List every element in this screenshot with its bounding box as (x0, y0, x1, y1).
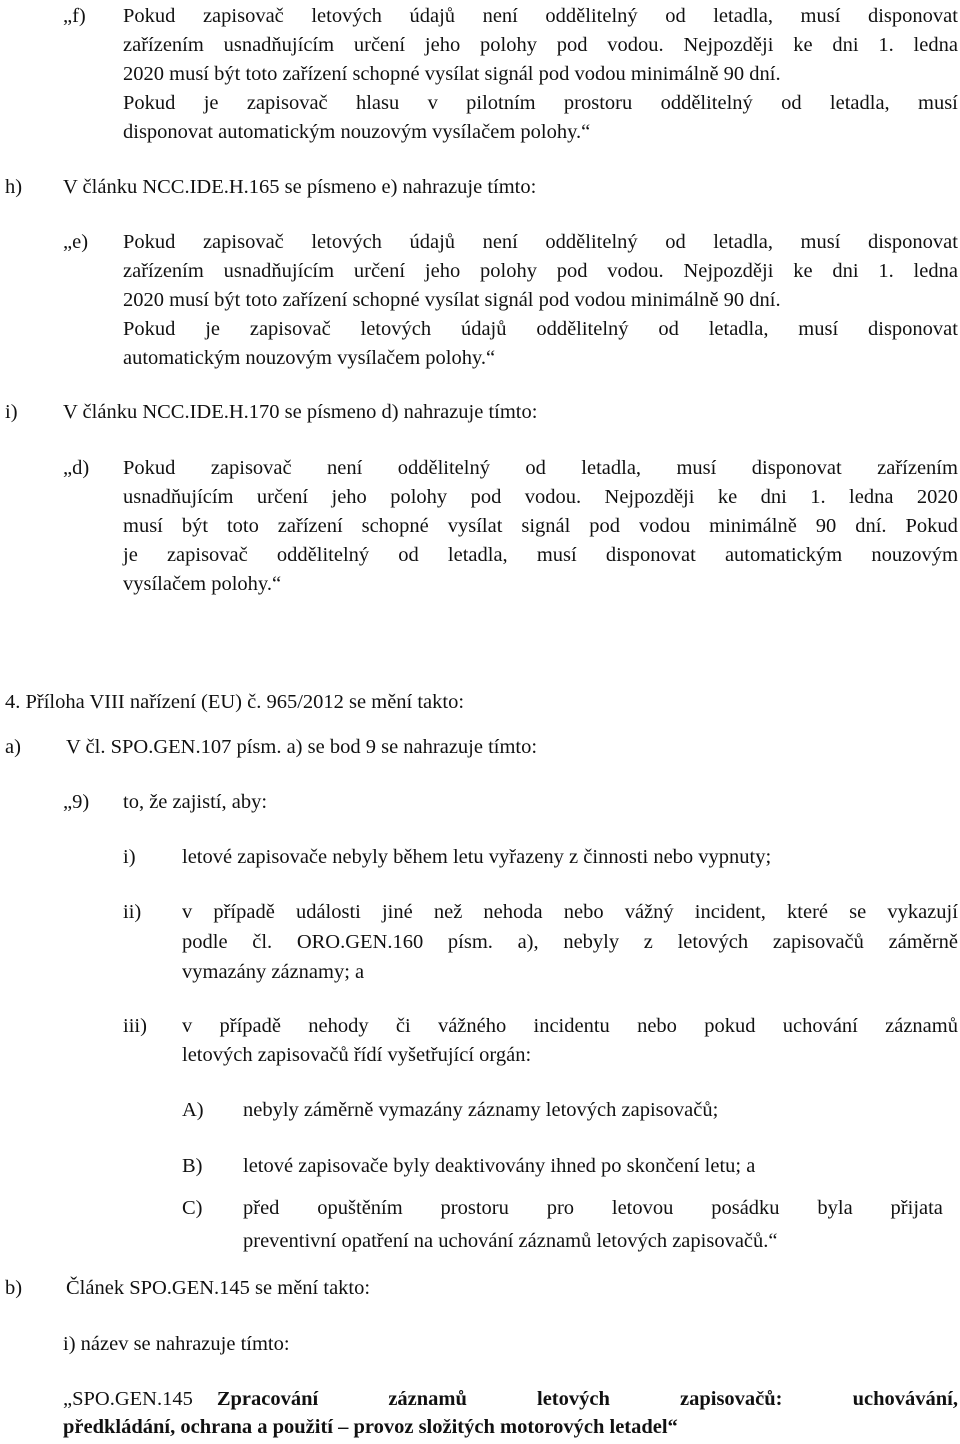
word: pod (589, 515, 620, 537)
word: pro (546, 1197, 575, 1219)
word: a), (517, 931, 539, 953)
word: 1. (810, 486, 826, 508)
block-e-line-2 (123, 257, 958, 285)
word: Nejpozději (604, 486, 695, 508)
word: schopné (361, 515, 429, 537)
word: je (123, 544, 138, 566)
item-a-text: V čl. SPO.GEN.107 písm. a) se bod 9 se nahrazuje tímto: (66, 736, 538, 758)
word: Pokud (123, 457, 176, 479)
word: údajů (409, 231, 456, 253)
word: letových (311, 231, 382, 253)
word: Pokud (123, 231, 176, 253)
word: oddělitelný (545, 231, 638, 253)
word: oddělitelný (397, 457, 490, 479)
word: incident, (694, 901, 766, 923)
word: případě (219, 1015, 281, 1037)
word: z (643, 931, 653, 953)
sub-C-line-2: preventivní opatření na uchování záznamů letových zapisovačů.“ (243, 1230, 778, 1252)
sub-iii-line-2: letových zapisovačů řídí vyšetřující orgán: (182, 1044, 532, 1066)
block-e-line-4 (123, 315, 958, 343)
word: nehody (308, 1015, 369, 1037)
word: dni (832, 34, 859, 56)
block-f-label: „f) (63, 5, 86, 27)
word: polohy (390, 486, 448, 508)
sub-i-label: i) (123, 846, 136, 868)
word: určení (353, 260, 406, 282)
word: 90 (815, 515, 837, 537)
word: automatickým (724, 544, 843, 566)
word: či (395, 1015, 411, 1037)
word: dni (760, 486, 787, 508)
word: zapisovač (166, 544, 248, 566)
word: hlasu (355, 92, 400, 114)
word: Zpracování (216, 1388, 319, 1410)
block-e-line-5: automatickým nouzovým vysílačem polohy.“ (123, 347, 496, 369)
word: incidentu (533, 1015, 610, 1037)
word: jeho (424, 260, 461, 282)
new-title-line-2: předkládání, ochrana a použití – provoz složitých motorových letadel“ (63, 1416, 678, 1438)
word: letadla, (829, 92, 890, 114)
sub-C-label: C) (182, 1197, 203, 1219)
word: byla (817, 1197, 853, 1219)
item-h-text: V článku NCC.IDE.H.165 se písmeno e) nahrazuje tímto: (63, 176, 537, 198)
word: ledna (913, 260, 958, 282)
item-a-label: a) (5, 736, 21, 758)
word: záměrně (888, 931, 958, 953)
sub-A-label: A) (182, 1099, 204, 1121)
word: letadla, (581, 457, 642, 479)
word: není (327, 457, 363, 479)
word: v (182, 1015, 193, 1037)
word: vodou. (524, 486, 582, 508)
word: vážný (624, 901, 674, 923)
word: Pokud (123, 92, 176, 114)
sub-ii-line-2 (182, 928, 958, 956)
word: disponovat (868, 318, 958, 340)
block-e-line-3: 2020 musí být toto zařízení schopné vysílat signál pod vodou minimálně 90 dní. (123, 289, 781, 311)
word: nehoda (483, 901, 543, 923)
word: vysílat (447, 515, 503, 537)
new-title-prefix: „SPO.GEN.145 (63, 1388, 193, 1410)
word: vodou. (607, 34, 664, 56)
block-f-line-4 (123, 89, 958, 117)
item-b-text: Článek SPO.GEN.145 se mění takto: (66, 1277, 371, 1299)
word: musí (798, 318, 839, 340)
word: ledna (849, 486, 894, 508)
block-f-line-1 (123, 2, 958, 30)
word: uchování (782, 1015, 858, 1037)
word: toto (226, 515, 259, 537)
word: 1. (878, 34, 894, 56)
block-f-line-3: 2020 musí být toto zařízení schopné vysílat signál pod vodou minimálně 90 dní. (123, 63, 781, 85)
word: v (427, 92, 438, 114)
word: pilotním (466, 92, 536, 114)
word: uchovávání, (852, 1388, 958, 1410)
word: usnadňujícím (223, 260, 335, 282)
point-9-text: to, že zajistí, aby: (123, 791, 268, 813)
word: zapisovač (246, 92, 328, 114)
word: jeho (331, 486, 367, 508)
block-d-line-5: vysílačem polohy.“ (123, 573, 282, 595)
word: musí (918, 92, 958, 114)
block-e-label: „e) (63, 231, 89, 253)
word: minimálně (709, 515, 797, 537)
word: 2020 (916, 486, 958, 508)
word: musí (123, 515, 163, 537)
word: letovou (611, 1197, 674, 1219)
word: ke (793, 260, 813, 282)
word: jiné (381, 901, 413, 923)
word: není (482, 231, 518, 253)
word: údajů (460, 318, 507, 340)
word: disponovat (751, 457, 842, 479)
word: přijata (890, 1197, 943, 1219)
sub-B-text: letové zapisovače byly deaktivovány ihned po skončení letu; a (243, 1155, 756, 1177)
word: disponovat (867, 231, 958, 253)
sub-A-text: nebyly záměrně vymazány záznamy letových zapisovačů; (243, 1099, 719, 1121)
block-f-line-5: disponovat automatickým nouzovým vysílačem polohy.“ (123, 121, 591, 143)
point-9-label: „9) (63, 791, 90, 813)
word: nebo (637, 1015, 677, 1037)
word: zařízením (123, 34, 204, 56)
word: zapisovač (249, 318, 331, 340)
word: případě (213, 901, 275, 923)
word: Pokud (905, 515, 958, 537)
word: letových (537, 1388, 610, 1410)
item-h-label: h) (5, 176, 23, 198)
word: od (665, 231, 686, 253)
word: letových (360, 318, 432, 340)
word: údajů (409, 5, 456, 27)
block-d-line-4 (123, 541, 958, 569)
word: nebyly (563, 931, 620, 953)
word: ledna (913, 34, 958, 56)
word: nebo (563, 901, 604, 923)
word: letadla, (713, 231, 773, 253)
word: se (849, 901, 867, 923)
word: zapisovačů (772, 931, 864, 953)
word: oddělitelný (660, 92, 753, 114)
word: písm. (447, 931, 493, 953)
word: oddělitelný (276, 544, 370, 566)
word: vykazují (887, 901, 958, 923)
block-f-line-2 (123, 31, 958, 59)
word: pod (556, 34, 588, 56)
word: není (482, 5, 518, 27)
word: usnadňujícím (123, 486, 234, 508)
word: být (181, 515, 209, 537)
word: podle (182, 931, 228, 953)
word: události (295, 901, 361, 923)
word: od (781, 92, 802, 114)
word: než (433, 901, 463, 923)
sub-C-line-1 (243, 1194, 943, 1222)
block-d-line-3 (123, 512, 958, 540)
word: od (398, 544, 419, 566)
word: musí (676, 457, 717, 479)
new-title-bold-line-1 (217, 1385, 958, 1413)
word: od (665, 5, 686, 27)
word: posádku (711, 1197, 780, 1219)
word: pokud (704, 1015, 756, 1037)
word: nouzovým (871, 544, 958, 566)
word: ORO.GEN.160 (296, 931, 424, 953)
word: zapisovač (210, 457, 292, 479)
word: musí (800, 231, 841, 253)
word: které (787, 901, 829, 923)
word: opuštěním (317, 1197, 403, 1219)
word: čl. (252, 931, 273, 953)
word: dní. (855, 515, 887, 537)
title-change-instruction: i) název se nahrazuje tímto: (63, 1333, 290, 1355)
word: vážného (437, 1015, 507, 1037)
word: je (205, 318, 221, 340)
word: prostoru (563, 92, 633, 114)
word: vodou. (607, 260, 664, 282)
sub-ii-line-3: vymazány záznamy; a (182, 961, 365, 983)
word: disponovat (867, 5, 958, 27)
word: letových (311, 5, 382, 27)
word: záznamů (388, 1388, 467, 1410)
sub-ii-label: ii) (123, 901, 142, 923)
block-d-line-1 (123, 454, 958, 482)
block-e-line-1 (123, 228, 958, 256)
word: musí (536, 544, 577, 566)
word: v (182, 901, 193, 923)
sub-iii-line-1 (182, 1012, 958, 1040)
sub-ii-line-1 (182, 898, 958, 926)
word: vodou (638, 515, 691, 537)
item-i-label: i) (5, 401, 18, 423)
word: letadla, (708, 318, 769, 340)
word: disponovat (605, 544, 696, 566)
word: polohy (480, 260, 537, 282)
item-b-label: b) (5, 1277, 23, 1299)
word: prostoru (440, 1197, 509, 1219)
word: před (243, 1197, 280, 1219)
block-d-label: „d) (63, 457, 90, 479)
word: záznamů (885, 1015, 958, 1037)
word: usnadňujícím (223, 34, 335, 56)
word: zařízení (277, 515, 343, 537)
word: zapisovačů: (680, 1388, 783, 1410)
word: jeho (424, 34, 461, 56)
word: ke (717, 486, 738, 508)
sub-B-label: B) (182, 1155, 203, 1177)
word: pod (556, 260, 588, 282)
word: oddělitelný (536, 318, 629, 340)
word: od (658, 318, 679, 340)
item-i-text: V článku NCC.IDE.H.170 se písmeno d) nahrazuje tímto: (63, 401, 538, 423)
section-4-heading: 4. Příloha VIII nařízení (EU) č. 965/2012 se mění takto: (5, 691, 465, 713)
word: zapisovač (202, 5, 284, 27)
sub-iii-label: iii) (123, 1015, 147, 1037)
word: Pokud (123, 5, 176, 27)
word: zapisovač (202, 231, 284, 253)
word: oddělitelný (545, 5, 638, 27)
word: ke (793, 34, 813, 56)
word: signál (521, 515, 571, 537)
word: je (203, 92, 219, 114)
word: polohy (480, 34, 537, 56)
word: určení (353, 34, 406, 56)
word: Nejpozději (683, 260, 774, 282)
word: letadla, (713, 5, 773, 27)
word: zařízením (877, 457, 958, 479)
word: určení (256, 486, 309, 508)
sub-i-line-1: letové zapisovače nebyly během letu vyřazeny z činnosti nebo vypnuty; (182, 846, 772, 868)
word: zařízením (123, 260, 204, 282)
word: letadla, (447, 544, 508, 566)
word: 1. (878, 260, 894, 282)
word: od (525, 457, 546, 479)
new-title-line-1 (63, 1385, 958, 1413)
word: musí (800, 5, 841, 27)
word: Pokud (123, 318, 176, 340)
word: pod (470, 486, 502, 508)
block-d-line-2 (123, 483, 958, 511)
word: dni (832, 260, 859, 282)
word: letových (677, 931, 749, 953)
word: Nejpozději (683, 34, 774, 56)
